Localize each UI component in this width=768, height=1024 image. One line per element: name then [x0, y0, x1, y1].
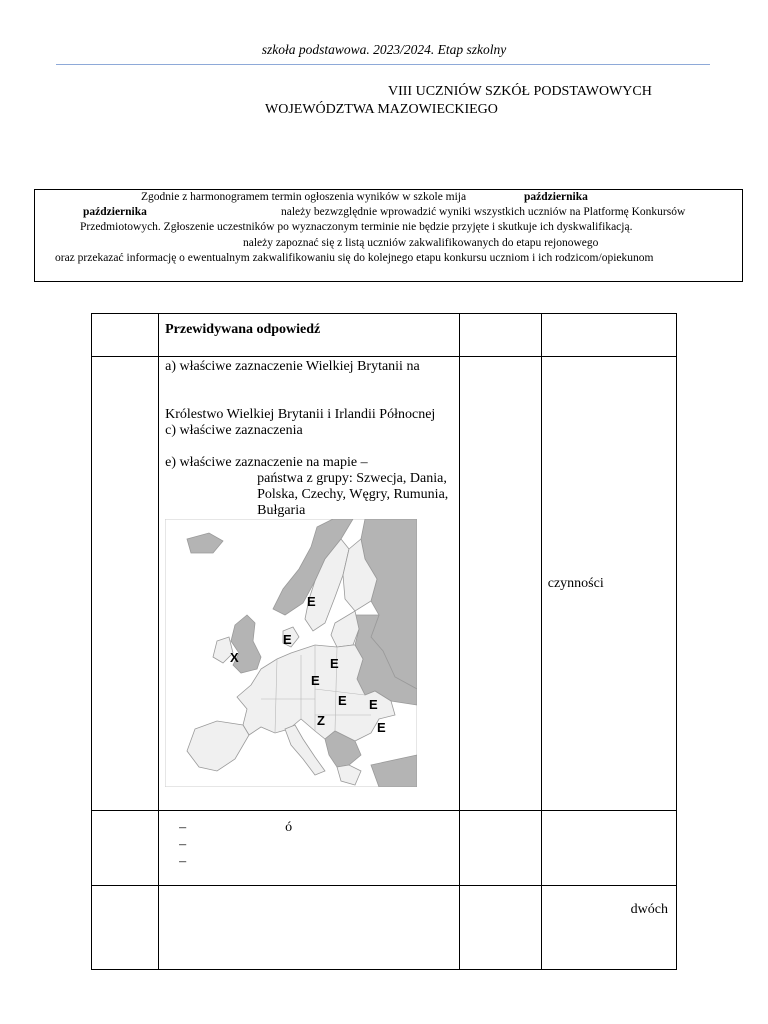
map-label-hungary: E — [338, 693, 347, 708]
table-cell — [459, 314, 541, 357]
school-header: szkoła podstawowa. 2023/2024. Etap szkolny — [261, 42, 507, 57]
notice-line-2-bold: października — [83, 206, 147, 218]
map-label-z: Z — [317, 713, 326, 728]
table-header-row — [92, 314, 677, 357]
table-cell — [459, 886, 541, 970]
dash-2: – — [179, 837, 187, 852]
last-right-text: dwóch — [541, 886, 676, 970]
answer-c: c) właściwe zaznaczenia — [165, 423, 303, 438]
answer-table — [91, 313, 677, 970]
table-cell — [541, 811, 676, 886]
kingdom-name: Królestwo Wielkiej Brytanii i Irlandii Północnej — [165, 407, 436, 422]
table-row — [92, 886, 677, 970]
dash-cell — [159, 811, 460, 886]
table-cell — [459, 357, 541, 811]
table-cell — [92, 314, 159, 357]
answer-e-countries: państwa z grupy: Szwecja, Dania, Polska, Czechy, Węgry, Rumunia, Bułgaria — [257, 471, 449, 518]
notice-box — [34, 189, 743, 282]
table-cell — [159, 886, 460, 970]
answer-cell — [159, 357, 460, 811]
table-cell — [541, 314, 676, 357]
table-cell — [92, 357, 159, 811]
map-label-poland: E — [330, 656, 339, 671]
answer-e: e) właściwe zaznaczenie na mapie – — [165, 455, 368, 470]
dash-3: – — [179, 854, 187, 869]
map-label-denmark: E — [283, 632, 292, 647]
map-label-czechia: E — [311, 673, 320, 688]
table-cell — [459, 811, 541, 886]
notice-line-1-bold: października — [524, 191, 588, 203]
map-label-uk: X — [230, 650, 239, 665]
title-line-2: WOJEWÓDZTWA MAZOWIECKIEGO — [265, 102, 498, 117]
notice-line-1: Zgodnie z harmonogramem termin ogłoszenia wyników w szkole mija — [141, 191, 467, 203]
europe-map — [165, 519, 417, 787]
side-text: czynności — [541, 357, 676, 811]
map-label-sweden: E — [307, 594, 316, 609]
title-line-1: VIII UCZNIÓW SZKÓŁ PODSTAWOWYCH — [388, 84, 652, 99]
notice-line-4: należy zapoznać się z listą uczniów zakwalifikowanych do etapu rejonowego — [243, 237, 599, 249]
table-row — [92, 811, 677, 886]
table-cell — [92, 886, 159, 970]
dash-1: – — [179, 820, 187, 835]
notice-line-5: oraz przekazać informację o ewentualnym zakwalifikowaniu się do kolejnego etapu konkursu uczniom i ich rodzicom/opiekunom — [55, 252, 654, 264]
answer-a: a) właściwe zaznaczenie Wielkiej Brytanii na — [165, 359, 420, 374]
table-row — [92, 357, 677, 811]
header-answer: Przewidywana odpowiedź — [159, 314, 460, 357]
map-label-romania: E — [369, 697, 378, 712]
map-label-bulgaria: E — [377, 720, 386, 735]
notice-line-2: należy bezwzględnie wprowadzić wyniki wszystkich uczniów na Platformę Konkursów — [281, 206, 686, 218]
notice-line-3: Przedmiotowych. Zgłoszenie uczestników po wyznaczonym terminie nie będzie przyjęte i skutkuje ich dyskwalifikacją. — [80, 221, 633, 233]
header-rule — [56, 64, 710, 65]
dash-1-extra: ó — [285, 820, 293, 835]
table-cell — [92, 811, 159, 886]
